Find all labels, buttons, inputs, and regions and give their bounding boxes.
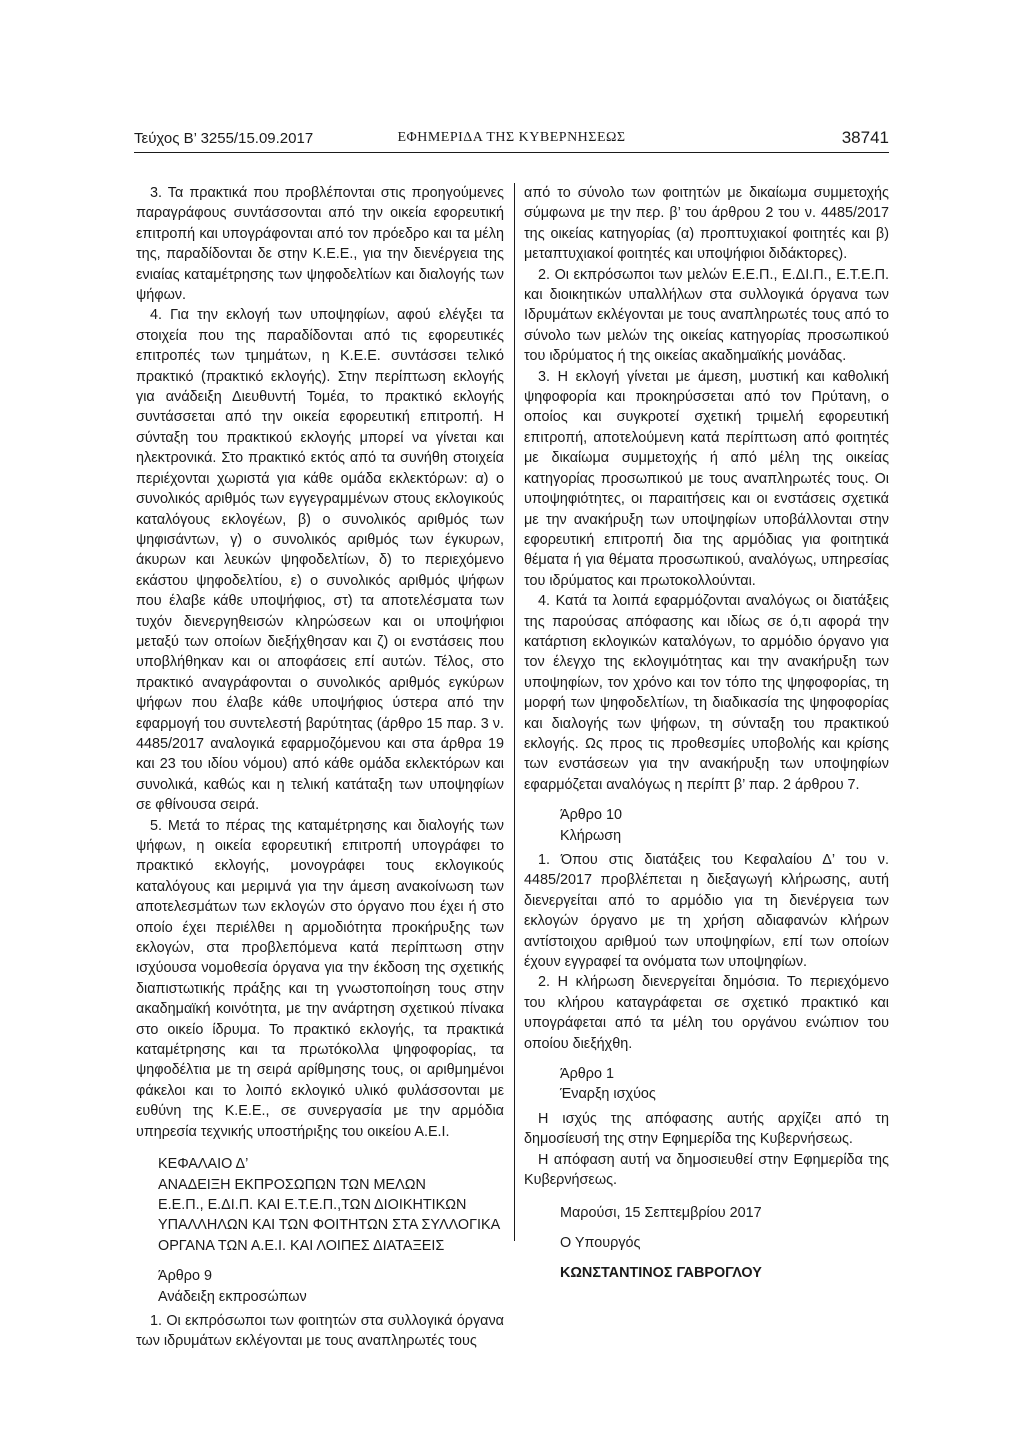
article-1-paragraph-1: Η ισχύς της απόφασης αυτής αρχίζει από τη δημοσίευσή της στην Εφημερίδα της Κυβερνήσεως. bbox=[524, 1110, 889, 1148]
article-1-paragraph-2: Η απόφαση αυτή να δημοσιευθεί στην Εφημερίδα της Κυβερνήσεως. bbox=[524, 1151, 889, 1189]
article-9-heading bbox=[158, 1266, 504, 1307]
chapter-heading bbox=[158, 1154, 504, 1256]
article-9-paragraph-4: 4. Κατά τα λοιπά εφαρμόζονται αναλόγως οι διατάξεις της παρούσας απόφασης και ιδίως σε ό,τι αφορά την κατάρτιση εκλογικών καταλόγων, το αρμόδιο όργανο για τον έλεγχο της εκλογιμότητας και την ανακήρυξη των υποψηφίων, τον χρόνο και τον τόπο της ψηφοφορίας, τη μορφή των ψηφοδελτίων, τη διαδικασία της ψηφοφορίας και διαλογής των ψήφων, τη σύνταξη του πρακτικού εκλογής. Ως προς τις προθεσμίες υποβολής και κρίσης των ενστάσεων για την ανακήρυξη των υποψηφίων εφαρμόζεται αναλόγως η περίπτ β’ παρ. 2 άρθρου 7. bbox=[524, 593, 889, 793]
paragraph-3: 3. Τα πρακτικά που προβλέπονται στις προηγούμενες παραγράφους συντάσσονται από την οικεία εφορευτική επιτροπή και υπογράφονται από τον πρόεδρο και τα μέλη της, παραδίδονται δε στην Κ.Ε.Ε., για την διενέργεια της ενιαίας καταμέτρησης των ψηφοδελτίων και διαλογής των ψήφων. bbox=[136, 185, 504, 304]
chapter-label: ΚΕΦΑΛΑΙΟ Δ’ bbox=[158, 1156, 249, 1173]
article-10-paragraph-2: 2. Η κλήρωση διενεργείται δημόσια. Το περιεχόμενο του κλήρου καταγράφεται σε σχετικό πρακτικό και υπογράφεται από τα μέλη του οργάνου ενώπιον του οποίου διεξήχθη. bbox=[524, 974, 889, 1052]
article-title: Ανάδειξη εκπροσώπων bbox=[158, 1288, 307, 1305]
place-date: Μαρούσι, 15 Σεπτεμβρίου 2017 bbox=[560, 1204, 762, 1221]
gazette-title: ΕΦΗΜΕΡΙΔΑ ΤΗΣ ΚΥΒΕΡΝΗΣΕΩΣ bbox=[397, 130, 626, 145]
article-9-paragraph-2: 2. Οι εκπρόσωποι των μελών Ε.Ε.Π., Ε.ΔΙ.Π., Ε.Τ.Ε.Π. και διοικητικών υπαλλήλων στα συλλογικά όργανα των Ιδρυμάτων εκλέγονται με τους αναπληρωτές τους από το σύνολο των μελών της οικείας κατηγορίας προσωπικού του ιδρύματος ή της οικείας ακαδημαϊκής μονάδας. bbox=[524, 266, 889, 365]
issue-label: Τεύχος Β’ 3255/15.09.2017 bbox=[134, 130, 314, 147]
left-column bbox=[136, 183, 504, 1352]
signer-role: Ο Υπουργός bbox=[560, 1234, 641, 1251]
article-number: Άρθρο 9 bbox=[158, 1268, 212, 1285]
article-9-paragraph-3: 3. Η εκλογή γίνεται με άμεση, μυστική και καθολική ψηφοφορία και προκηρύσσεται από τον Πρύτανη, ο οποίος και συγκροτεί σχετική τριμελή εφορευτική επιτροπή, αποτελούμενη κατά περίπτωση από φοιτητές με δικαίωμα συμμετοχής ή από μέλη της οικείας κατηγορίας προσωπικού με τους αναπληρωτές τους. Οι υποψηφιότητες, οι παραιτήσεις και οι ενστάσεις σχετικά με την ανακήρυξη των υποψηφίων υποβάλλονται στην εφορευτική επιτροπή δια της αρμόδιας για φοιτητικά θέματα ή για θέματα προσωπικού, αναλόγως, υπηρεσίας του ιδρύματος και πρωτοκολλούνται. bbox=[524, 368, 889, 589]
article-number: Άρθρο 1 bbox=[560, 1066, 614, 1083]
right-column bbox=[524, 183, 889, 1294]
column-divider bbox=[514, 183, 515, 1241]
signature-block bbox=[560, 1203, 889, 1284]
paragraph-5: 5. Μετά το πέρας της καταμέτρησης και διαλογής των ψήφων, η οικεία εφορευτική επιτροπή υπογράφει το πρακτικό εκλογής, μονογράφει τους εκλογικούς καταλόγους και μεριμνά για την άμεση ανακοίνωση των αποτελεσμάτων των εκλογών στο όργανο που έχει ή στο οποίο έχει περιέλθει η αρμοδιότητα προκήρυξης των εκλογών, στα προβλεπόμενα κατά περίπτωση στην ισχύουσα νομοθεσία όργανα για την έκδοση της σχετικής διαπιστωτικής πράξης και τη γνωστοποίηση τους στην ακαδημαϊκή κοινότητα, με την ανάρτηση σχετικού πίνακα στο οικείο ίδρυμα. Το πρακτικό εκλογής, τα πρακτικά καταμέτρησης και τα πρωτόκολλα ψηφοφορίας, τα ψηφοδέλτια με τη σειρά αρίθμησης τους, οι αριθμημένοι φάκελοι και το λοιπό εκλογικό υλικό φυλάσσονται με ευθύνη της Κ.Ε.Ε., σε συνεργασία με την αρμόδια υπηρεσία τεχνικής υποστήριξης του οικείου Α.Ε.Ι. bbox=[136, 817, 504, 1140]
article-10-paragraph-1: 1. Όπου στις διατάξεις του Κεφαλαίου Δ’ του ν. 4485/2017 προβλέπεται η διεξαγωγή κλήρωσης, αυτή διενεργείται από το αρμόδιο για τη διενέργεια των εκλογών όργανο με τη χρήση αδιαφανών κλήρων αντίστοιχου αριθμού των υποψηφίων, επί των οποίων έχουν εγγραφεί τα ονόματα των υποψηφίων. bbox=[524, 852, 889, 971]
article-title: Κλήρωση bbox=[560, 827, 622, 844]
article-number: Άρθρο 10 bbox=[560, 807, 622, 824]
article-9-paragraph-1-cont: από το σύνολο των φοιτητών με δικαίωμα συμμετοχής σύμφωνα με την περ. β’ του άρθρου 2 του ν. 4485/2017 της οικείας κατηγορίας (α) προπτυχιακοί φοιτητές και β) μεταπτυχιακοί φοιτητές και υποψήφιοι διδάκτορες). bbox=[524, 185, 889, 263]
chapter-title-line: ΑΝΑΔΕΙΞΗ ΕΚΠΡΟΣΩΠΩΝ ΤΩΝ ΜΕΛΩΝ bbox=[158, 1176, 426, 1193]
article-title: Έναρξη ισχύος bbox=[560, 1086, 656, 1103]
paragraph-4: 4. Για την εκλογή των υποψηφίων, αφού ελέγξει τα στοιχεία που της παραδίδονται από τις εφορευτικές επιτροπές των τμημάτων, η Κ.Ε.Ε. συντάσσει τελικό πρακτικό (πρακτικό εκλογής). Στην περίπτωση εκλογής για ανάδειξη Διευθυντή Τομέα, το πρακτικό εκλογής συντάσσεται από την οικεία εφορευτική επιτροπή. Η σύνταξη του πρακτικού εκλογής μπορεί να γίνεται και ηλεκτρονικά. Στο πρακτικό εκτός από τα συνήθη στοιχεία περιέχονται χωριστά για κάθε ομάδα εκλεκτόρων: α) ο συνολικός αριθμός των εγγεγραμμένων στους εκλογικούς καταλόγους εκλογέων, β) ο συνολικός αριθμός των ψηφισάντων, γ) ο συνολικός αριθμός των έγκυρων, άκυρων και λευκών ψηφοδελτίων, δ) το περιεχόμενο εκάστου ψηφοδελτίου, ε) ο συνολικός αριθμός ψήφων που έλαβε κάθε υποψήφιος, στ) τα αποτελέσματα των τυχόν διενεργηθεισών κληρώσεων και οι υποψήφιοι μεταξύ των οποίων διεξήχθησαν και ζ) οι ενστάσεις που υποβλήθηκαν και οι αποφάσεις επί αυτών. Τέλος, στο πρακτικό αναγράφονται ο συνολικός αριθμός εγκύρων ψήφων που έλαβε κάθε υποψήφιος ύστερα από την εφαρμογή του συντελεστή βαρύτητας (άρθρο 15 παρ. 3 ν. 4485/2017 αναλογικά εφαρμοζόμενου και στα άρθρα 19 και 23 του ιδίου νόμου) από κάθε ομάδα εκλεκτόρων και συνολικά, καθώς και η τελική κατάταξη των υποψηφίων σε φθίνουσα σειρά. bbox=[136, 307, 504, 814]
page-number: 38741 bbox=[841, 128, 889, 147]
article-10-heading bbox=[560, 805, 889, 846]
article-9-paragraph-1: 1. Οι εκπρόσωποι των φοιτητών στα συλλογικά όργανα των ιδρυμάτων εκλέγονται με τους αναπληρωτές τους bbox=[136, 1312, 504, 1350]
chapter-title-line: ΟΡΓΑΝΑ ΤΩΝ Α.Ε.Ι. ΚΑΙ ΛΟΙΠΕΣ ΔΙΑΤΑΞΕΙΣ bbox=[158, 1237, 445, 1254]
page-header bbox=[134, 126, 889, 153]
signer-name: ΚΩΝΣΤΑΝΤΙΝΟΣ ΓΑΒΡΟΓΛΟΥ bbox=[560, 1265, 762, 1282]
chapter-title-line: Ε.Ε.Π., Ε.ΔΙ.Π. ΚΑΙ Ε.Τ.Ε.Π.,ΤΩΝ ΔΙΟΙΚΗΤΙΚΩΝ bbox=[158, 1196, 467, 1213]
chapter-title-line: ΥΠΑΛΛΗΛΩΝ ΚΑΙ ΤΩΝ ΦΟΙΤΗΤΩΝ ΣΤΑ ΣΥΛΛΟΓΙΚΑ bbox=[158, 1217, 501, 1234]
article-1-heading bbox=[560, 1064, 889, 1105]
